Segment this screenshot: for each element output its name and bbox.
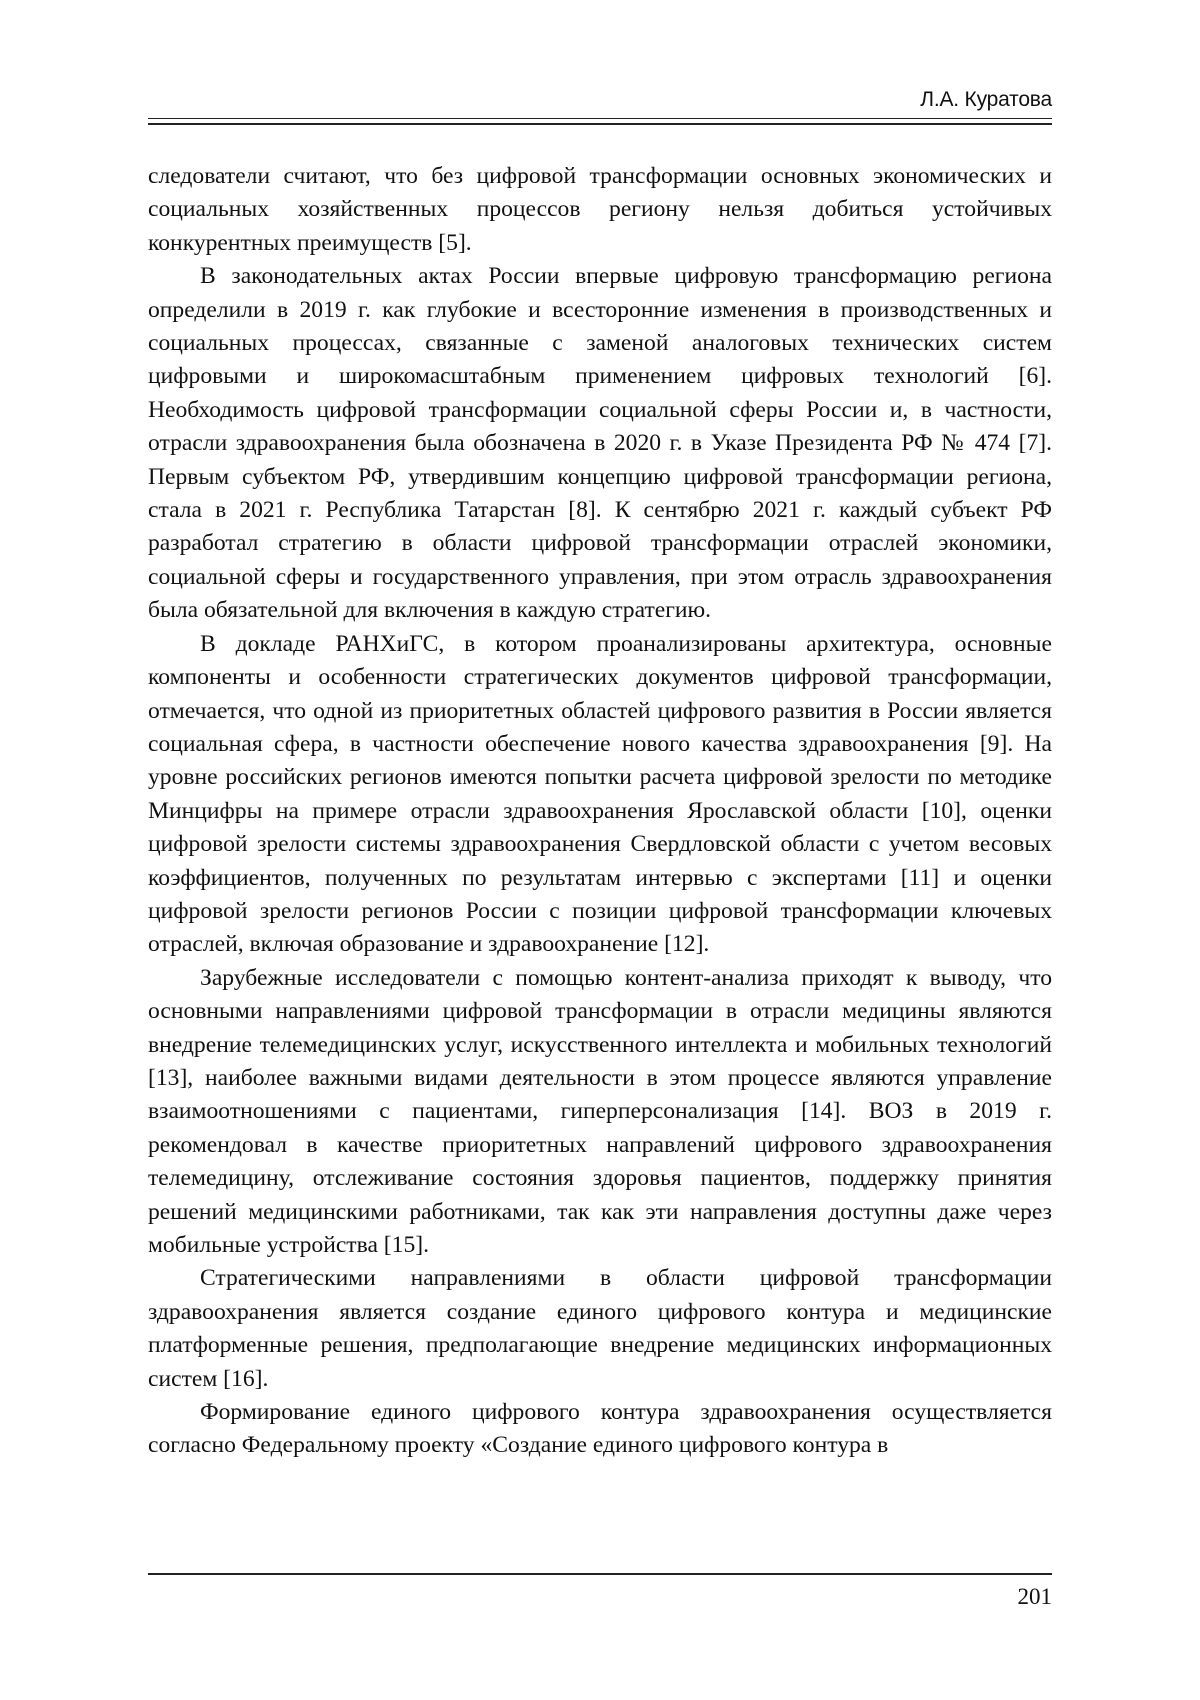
paragraph-3: В докладе РАНХиГС, в котором проанализированы архитектура, основные компоненты и особенности стратегических документов цифровой трансформации, отмечается, что одной из приоритетных областей цифрового развития в России является социальная сфера, в частности обеспечение нового качества здравоохранения [9]. На уровне российских регионов имеются попытки расчета цифровой зрелости по методике Минцифры на примере отрасли здравоохранения Ярославской области [10], оценки цифровой зрелости системы здравоохранения Свердловской области с учетом весовых коэффициентов, полученных по результатам интервью с экспертами [11] и оценки цифровой зрелости регионов России с позиции цифровой трансформации ключевых отраслей, включая образование и здравоохранение [12].	[148, 628, 1052, 962]
paragraph-5: Стратегическими направлениями в области цифровой трансформации здравоохранения является создание единого цифрового контура и медицинские платформенные решения, предполагающие внедрение медицинских информационных систем [16].	[148, 1262, 1052, 1396]
paragraph-4: Зарубежные исследователи с помощью контент-анализа приходят к выводу, что основными направлениями цифровой трансформации в отрасли медицины являются внедрение телемедицинских услуг, искусственного интеллекта и мобильных технологий [13], наиболее важными видами деятельности в этом процессе являются управление взаимоотношениями с пациентами, гиперперсонализация [14]. ВОЗ в 2019 г. рекомендовал в качестве приоритетных направлений цифрового здравоохранения телемедицину, отслеживание состояния здоровья пациентов, поддержку принятия решений медицинскими работниками, так как эти направления доступны даже через мобильные устройства [15].	[148, 962, 1052, 1263]
paragraph-1: следователи считают, что без цифровой трансформации основных экономических и социальных хозяйственных процессов региону нельзя добиться устойчивых конкурентных преимуществ [5].	[148, 160, 1052, 260]
running-head-author: Л.А. Куратова	[148, 88, 1052, 112]
paragraph-2: В законодательных актах России впервые цифровую трансформацию региона определили в 2019 г. как глубокие и всесторонние изменения в производственных и социальных процессах, связанные с заменой аналоговых технических систем цифровыми и широкомасштабным применением цифровых технологий [6]. Необходимость цифровой трансформации социальной сферы России и, в частности, отрасли здравоохранения была обозначена в 2020 г. в Указе Президента РФ № 474 [7]. Первым субъектом РФ, утвердившим концепцию цифровой трансформации региона, стала в 2021 г. Республика Татарстан [8]. К сентябрю 2021 г. каждый субъект РФ разработал стратегию в области цифровой трансформации отраслей экономики, социальной сферы и государственного управления, при этом отрасль здравоохранения была обязательной для включения в каждую стратегию.	[148, 260, 1052, 627]
header-double-rule	[148, 118, 1052, 125]
page-number: 201	[148, 1584, 1052, 1610]
footer-rule	[148, 1573, 1052, 1575]
paragraph-6: Формирование единого цифрового контура здравоохранения осуществляется согласно Федеральному проекту «Создание единого цифрового контура в	[148, 1396, 1052, 1463]
body-text	[148, 160, 1052, 1463]
